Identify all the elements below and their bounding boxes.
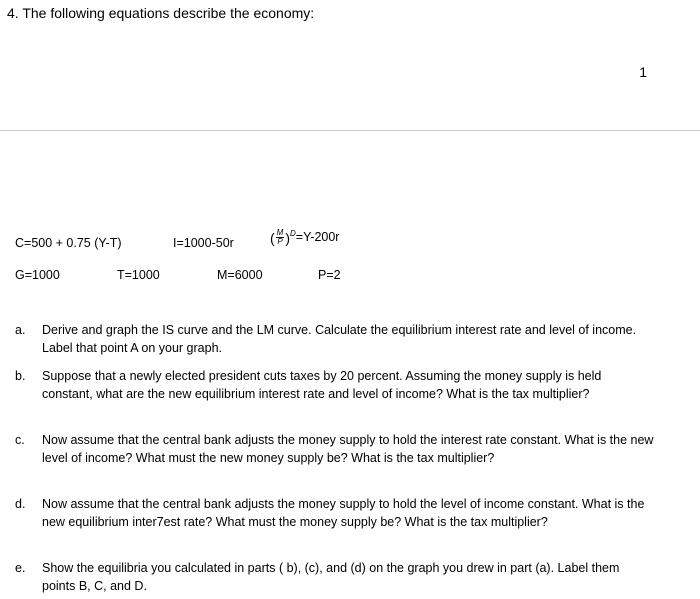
question-letter: d.	[15, 497, 26, 511]
question-text: Now assume that the central bank adjusts the money supply to hold the level of income constant. What is the new equilibrium inter7est rate? What must the money supply be? What is the tax multiplier?	[42, 497, 645, 529]
taxes-value: T=1000	[117, 268, 160, 282]
question-b	[15, 367, 655, 403]
price-level-value: P=2	[318, 268, 341, 282]
question-text: Derive and graph the IS curve and the LM curve. Calculate the equilibrium interest rate and level of income. Label that point A on your graph.	[42, 323, 637, 355]
question-letter: b.	[15, 369, 26, 383]
money-demand-rhs: =Y-200r	[295, 230, 340, 245]
investment-equation: I=1000-50r	[173, 236, 234, 250]
money-demand-equation: ( $\frac{M}{P}$ )$^D$=Y-200r	[270, 228, 340, 247]
question-text: Show the equilibria you calculated in parts ( b), (c), and (d) on the graph you drew in part (a). Label them points B, C, and D.	[42, 561, 620, 593]
question-letter: e.	[15, 561, 26, 575]
question-d	[15, 495, 655, 531]
problem-title: 4. The following equations describe the economy:	[7, 5, 315, 21]
demand-superscript: D	[290, 229, 296, 238]
question-letter: a.	[15, 323, 26, 337]
question-c	[15, 431, 655, 467]
question-text: Now assume that the central bank adjusts the money supply to hold the interest rate constant. What is the new level of income? What must the new money supply be? What is the tax multiplier?	[42, 433, 654, 465]
government-spending: G=1000	[15, 268, 60, 282]
consumption-equation: C=500 + 0.75 (Y-T)	[15, 236, 122, 250]
question-letter: c.	[15, 433, 25, 447]
page-number: 1	[639, 64, 647, 80]
fraction-denominator: P	[277, 237, 283, 247]
page-divider	[0, 130, 700, 131]
fraction-numerator: M	[276, 228, 284, 238]
question-a	[15, 321, 655, 357]
question-e	[15, 559, 655, 595]
money-demand-fraction	[276, 229, 285, 246]
money-supply-value: M=6000	[217, 268, 263, 282]
question-text: Suppose that a newly elected president cuts taxes by 20 percent. Assuming the money supply is held constant, what are the new equilibrium interest rate and level of income? What is the tax multiplier?	[42, 369, 602, 401]
